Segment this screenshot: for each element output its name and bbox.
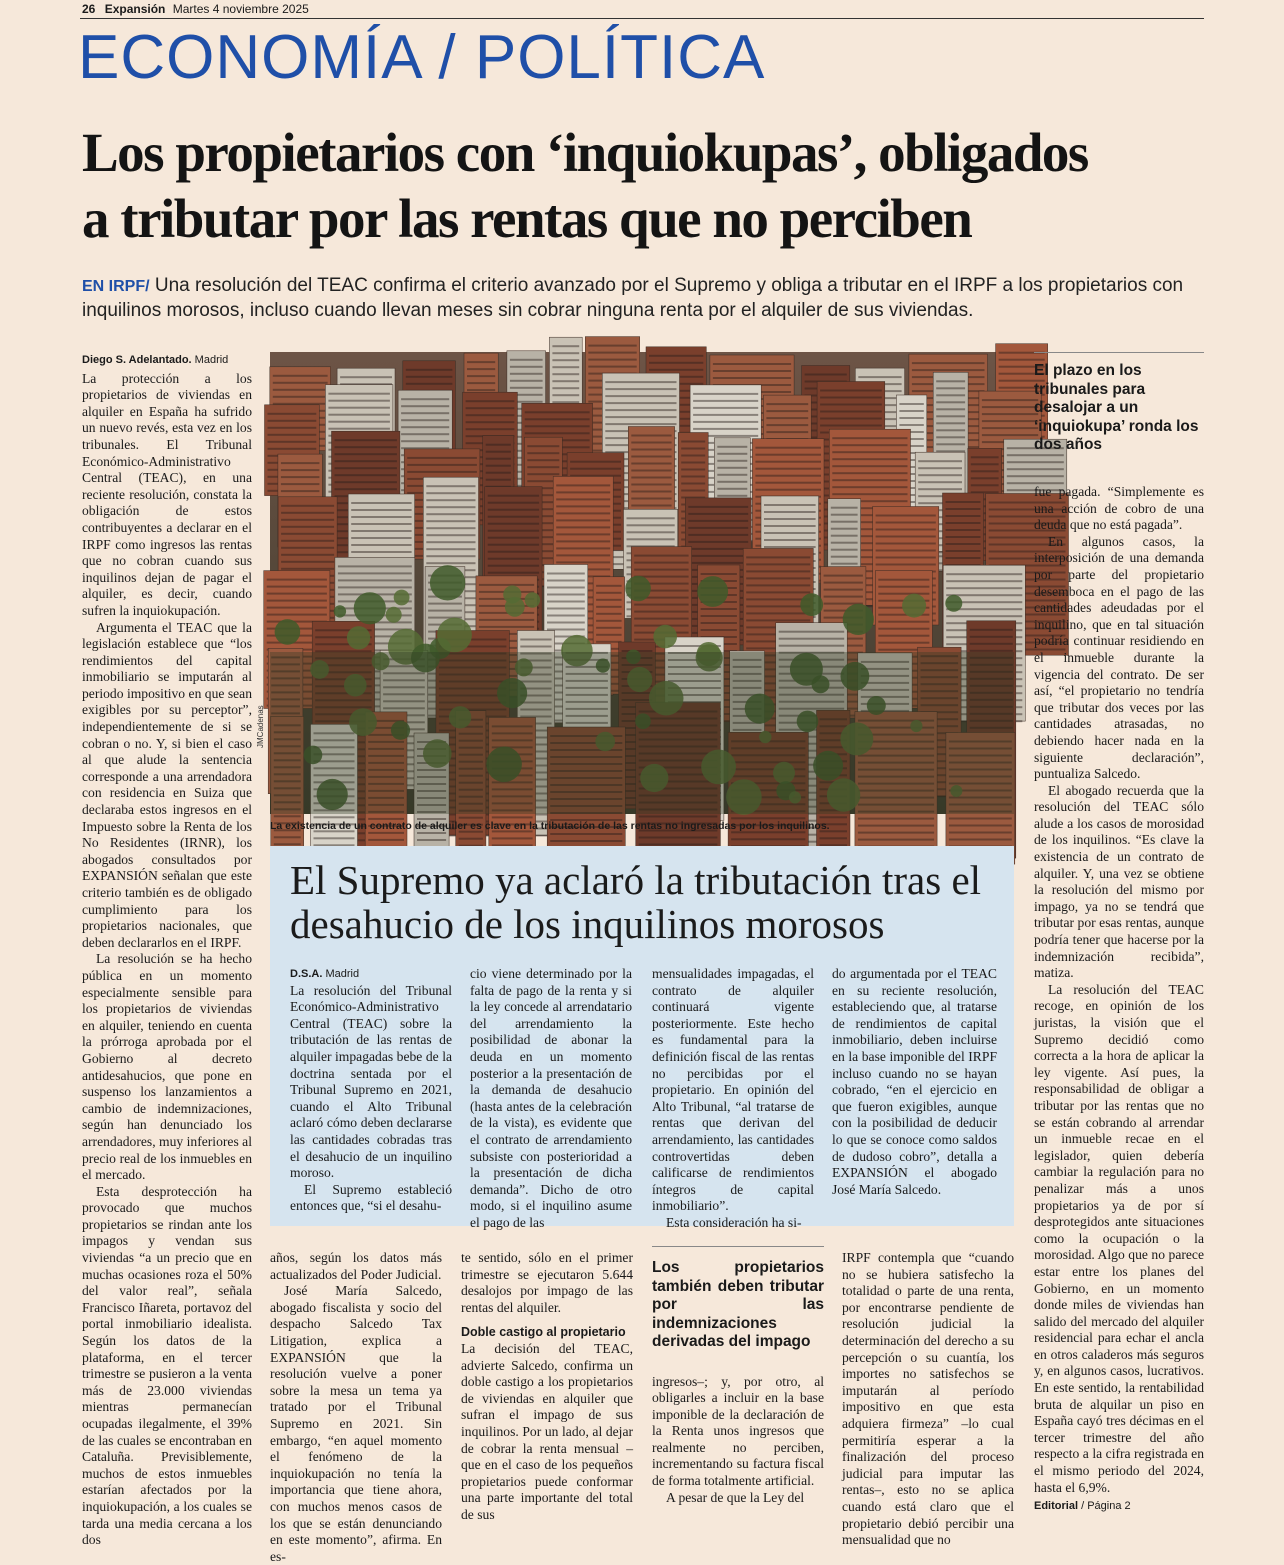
- lead-kicker: EN IRPF/: [82, 278, 150, 295]
- box-column-1: [290, 966, 452, 1221]
- paragraph: La resolución del Tribunal Económico-Administrativo Central (TEAC) sobre la tributación de las rentas de alquiler impagadas bebe de la doctrina sentada por el Tribunal Supremo en 2021, cuando el Alto Tribunal aclaró cómo deben declararse las cantidades cobradas tras el desahucio de un inquilino moroso.: [290, 982, 452, 1181]
- box-author: D.S.A.: [290, 968, 323, 980]
- paragraph: mensualidades impagadas, el contrato de alquiler continuará vigente posteriormente. Este hecho es fundamental para la definición fiscal de las rentas no percibidas por el propietario. En opinión del Alto Tribunal, “al tratarse de rentas que derivan del arrendamiento, las cantidades controvertidas deben calificarse de rendimientos íntegros de capital inmobiliario”.: [652, 966, 814, 1214]
- paragraph: cio viene determinado por la falta de pago de la renta y si la ley concede al arrendatario del arrendamiento la posibilidad de abonar la deuda en un momento posterior a la presentación de la demanda de desahucio (hasta antes de la celebración de la vista), es evidente que el contrato de arrendamiento subsiste con posterioridad a la presentación de dicha demanda”. Dicho de otro modo, si el inquilino asume el pago de las: [470, 966, 632, 1230]
- box-column-2: [470, 966, 632, 1230]
- issue-date: Martes 4 noviembre 2025: [172, 2, 309, 16]
- byline: [82, 352, 252, 369]
- paragraph: El Supremo estableció entonces que, “si el desahu-: [290, 1181, 452, 1214]
- paragraph: José María Salcedo, abogado fiscalista y socio del despacho Salcedo Tax Litigation, explica a EXPANSIÓN que la resolución vuelve a poner sobre la mesa un tema ya tratado por el Tribunal Supremo en 2021. Sin embargo, “en aquel momento el fenómeno de la inquiokupación no tenía la importancia que tiene ahora, con muchos menos casos de los que se están denunciando en este momento”, afirma. En es-: [270, 1283, 442, 1564]
- section-title: ECONOMÍA / POLÍTICA: [78, 23, 766, 92]
- lead-text: Una resolución del TEAC confirma el criterio avanzado por el Supremo y obliga a tributar en el IRPF a los propietarios con inquilinos morosos, incluso cuando llevan meses sin cobrar ninguna renta por el alquiler de sus viviendas.: [82, 275, 1184, 321]
- paragraph: En algunos casos, la interposición de una demanda por parte del propietario desemboca en el pago de las cantidades adeudadas por el inquilino, que en tal situación podría continuar residiendo en el inmueble durante la vigencia del contrato. De ser así, “el propietario no tendría que tributar dos veces por las cantidades atrasadas, no debiendo hacer nada en la siguiente declaración”, puntualiza Salcedo.: [1034, 533, 1204, 782]
- page-number: 26: [82, 2, 96, 16]
- byline-author: Diego S. Adelantado.: [82, 354, 192, 366]
- article-column-4: [652, 1246, 824, 1520]
- lead: [82, 274, 1212, 323]
- paragraph: años, según los datos más actualizados del Poder Judicial.: [270, 1250, 442, 1282]
- photo-caption: La existencia de un contrato de alquiler es clave en la tributación de las rentas no ingresadas por los inquilinos.: [270, 820, 830, 832]
- paragraph: Argumenta el TEAC que la legislación establece que “los rendimientos del capital inmobiliario se imputarán al periodo impositivo en que sean exigibles por su perceptor”, independientemente de si se cobran o no. Y, si bien el caso al que alude la sentencia corresponde a una arrendadora con residencia en Suiza que declaraba estos ingresos en el Impuesto sobre la Renta de los No Residentes (IRNR), los abogados consultados por EXPANSIÓN señalan que este criterio también es de obligado cumplimiento para los propietarios nacionales, que deben declararlos en el IRPF.: [82, 619, 252, 950]
- editorial-reference: Editorial / Página 2: [1034, 1500, 1131, 1512]
- paragraph: La resolución del TEAC recoge, en opinión de los juristas, la visión que el Supremo decidió como correcta a la hora de aplicar la ley vigente. Así pues, la responsabilidad de obligar a tributar por las rentas que no se están cobrando al arrendar un inmueble recae en el legislador, quien debería cambiar la regulación para no penalizar más a unos propietarios ya de por sí desprotegidos ante situaciones como la ocupación o la morosidad. Algo que no parece estar entre los planes del Gobierno, en un momento donde miles de viviendas han salido del mercado del alquiler residencial para echar el ancla en otros caladeros más seguros y, en algunos casos, lucrativos. En este sentido, la rentabilidad bruta de alquilar un piso en España cayó tres décimas en el tercer trimestre del año respecto a la cifra registrada en el mismo periodo del 2024, hasta el 6,9%.: [1034, 981, 1204, 1495]
- buildings-photo: [270, 352, 1014, 814]
- paper-name: Expansión: [104, 2, 166, 16]
- headline: [82, 120, 1222, 252]
- editorial-page: Página 2: [1087, 1500, 1131, 1512]
- paragraph: do argumentada por el TEAC en su reciente resolución, estableciendo que, al tratarse de rendimientos de capital inmobiliario, deben incluirse en la base imponible del IRPF incluso cuando no se hayan cobrado, “en el ejercicio en que fueron exigibles, aunque con la posibilidad de deducir lo que se conoce como saldos de dudoso cobro”, detalla a EXPANSIÓN el abogado José María Salcedo.: [832, 966, 997, 1197]
- sidebar-column: [1034, 484, 1204, 1495]
- paragraph: A pesar de que la Ley del: [666, 1489, 805, 1505]
- box-byline: [290, 966, 452, 983]
- paragraph: Esta desprotección ha provocado que muchos propietarios se rindan ante los impagos y vendan sus viviendas “a un precio que en muchas ocasiones roza el 50% del valor real”, señala Francisco Iñareta, portavoz del portal inmobiliario idealista. Según los datos de la plataforma, en el tercer trimestre se pusieron a la venta más de 23.000 viviendas mientras permanecían ocupadas ilegalmente, el 39% de las cuales se encontraban en Cataluña. Previsiblemente, muchos de estos inmuebles estarían afectados por la inquiokupación, a los cuales se tarda una media cercana a los dos: [82, 1183, 252, 1548]
- paragraph: El abogado recuerda que la resolución del TEAC sólo alude a los casos de morosidad de los inquilinos. “Es clave la existencia de un contrato de alquiler. Y, una vez se obtiene la resolución del mismo por impago, ya no se tendrá que tributar por esas rentas, aunque podría tener que hacerse por la indemnización recibida”, matiza.: [1034, 782, 1204, 981]
- photo-credit: JMCadenas: [256, 705, 265, 748]
- box-column-4: [832, 966, 997, 1221]
- paragraph: fue pagada. “Simplemente es una acción de cobro de una deuda que no está pagada”.: [1034, 484, 1204, 533]
- paragraph: Esta consideración ha si-: [666, 1214, 802, 1230]
- article-column-2: [270, 1250, 442, 1564]
- cityscape-image: [270, 352, 1014, 814]
- headline-line-1: Los propietarios con ‘inquiokupas’, obligados: [82, 122, 1088, 183]
- box-place: Madrid: [325, 968, 360, 980]
- top-rule: [80, 18, 1204, 19]
- paragraph: La resolución se ha hecho pública en un momento especialmente sensible para los propietarios de viviendas en alquiler, teniendo en cuenta la prórroga aprobada por el Gobierno al decreto antidesahucios, que pone en suspenso los lanzamientos a cambio de indemnizaciones, según han denunciado los arrendadores, muy inferiores al precio real de los inmuebles en el mercado.: [82, 951, 252, 1183]
- byline-place: Madrid: [194, 354, 229, 366]
- paragraph: ingresos–; y, por otro, al obligarles a incluir en la base imponible de la declaración de la Renta unos ingresos que realmente no perciben, incrementando su factura fiscal de forma totalmente artificial.: [652, 1373, 824, 1489]
- article-column-5: [842, 1250, 1014, 1548]
- article-column-1: [82, 352, 252, 1548]
- paragraph: te sentido, sólo en el primer trimestre se ejecutaron 5.644 desalojos por impago de las rentas del alquiler.: [461, 1250, 633, 1315]
- editorial-label: Editorial: [1034, 1500, 1079, 1512]
- subhead: Doble castigo al propietario: [461, 1325, 626, 1340]
- sidebar-headline: El plazo en los tribunales para desalojar a un ‘inquiokupa’ ronda los dos años: [1034, 362, 1199, 453]
- pull-quote: Los propietarios también deben tributar por las indemnizaciones derivadas del impago: [652, 1246, 824, 1352]
- box-title: El Supremo ya aclaró la tributación tras el desahucio de los inquilinos morosos: [290, 857, 982, 947]
- paragraph: La protección a los propietarios de viviendas en alquiler en España ha sufrido un nuevo revés, esta vez en los tribunales. El Tribunal Económico-Administrativo Central (TEAC), en una reciente resolución, constata la obligación de estos contribuyentes a declarar en el IRPF como ingresos las rentas que no cobran cuando sus inquilinos dejan de pagar el alquiler, es decir, cuando sufren la inquiokupación.: [82, 370, 252, 618]
- paragraph: IRPF contempla que “cuando no se hubiera satisfecho la totalidad o parte de una renta, por encontrarse pendiente de resolución judicial la determinación del derecho a su percepción o su cuantía, los importes no satisfechos se imputarán al período impositivo en que esta adquiera firmeza” –lo cual permitiría esperar a la finalización del proceso judicial para imputar las rentas–, esto no se aplica cuando está claro que el propietario debió percibir una mensualidad que no: [842, 1250, 1014, 1548]
- paragraph: La decisión del TEAC, advierte Salcedo, confirma un doble castigo a los propietarios de viviendas en alquiler que sufran el impago de sus inquilinos. Por un lado, al dejar de cobrar la renta mensual –que en el caso de los pequeños propietarios puede conformar una parte importante del total de sus: [461, 1340, 633, 1522]
- sidebar-rule: [1034, 352, 1204, 353]
- headline-line-2: a tributar por las rentas que no perciben: [82, 188, 972, 249]
- box-column-3: [652, 966, 814, 1230]
- folio: [82, 2, 309, 16]
- article-column-3: [461, 1250, 633, 1520]
